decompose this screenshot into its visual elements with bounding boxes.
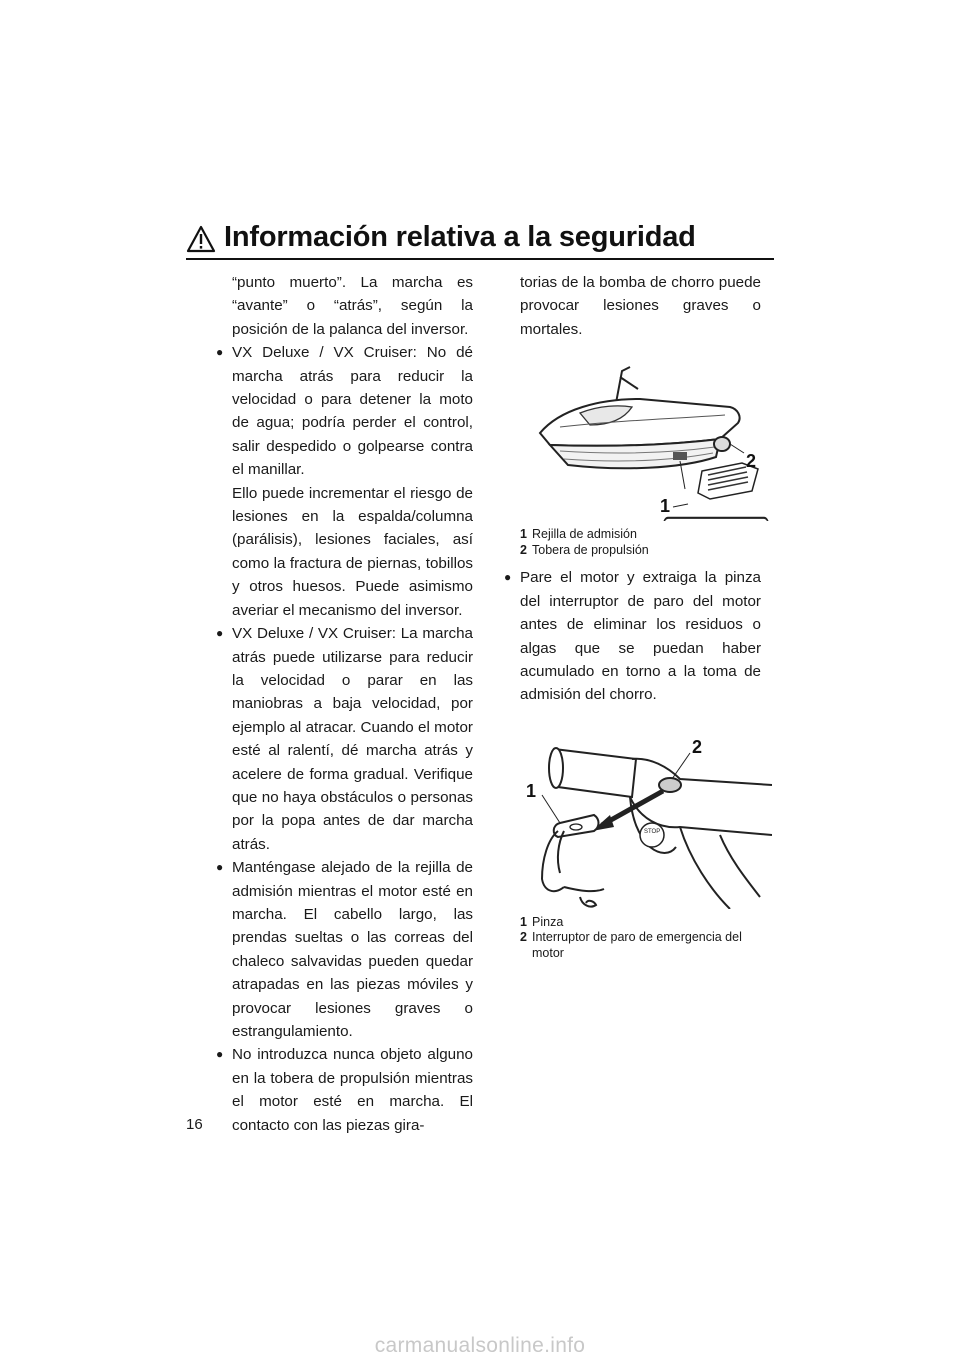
caption-number: 1 — [520, 527, 527, 542]
list-item-text: Manténgase alejado de la rejilla de admisión mientras el motor esté en marcha. El cabello largo, las prendas sueltas o las correas del chaleco salvavidas pueden quedar atrapadas en las piezas móviles y provocar lesiones graves o estrangulamiento. — [232, 859, 473, 1040]
callout-2: 2 — [746, 451, 757, 472]
caption-number: 1 — [520, 914, 527, 929]
intro-paragraph: “punto muerto”. La marcha es “avante” o “atrás”, según la posición de la palanca del inversor. — [232, 274, 473, 338]
left-column — [215, 271, 473, 1137]
watercraft-illustration — [520, 349, 770, 521]
caption-text: Tobera de propulsión — [532, 542, 649, 557]
page-title: Información relativa a la seguridad — [224, 221, 696, 253]
page-header — [186, 221, 776, 261]
list-item — [215, 856, 473, 1043]
callout-1: 1 — [660, 496, 671, 517]
stop-label: STOP — [644, 828, 661, 835]
list-item — [215, 622, 473, 856]
list-item-text: VX Deluxe / VX Cruiser: La marcha atrás puede utilizarse para reducir la velocidad o parar en las maniobras a baja velocidad, por ejemplo al atracar. Cuando el motor esté al ralentí, dé marcha atrás y acelere de forma gradual. Verifique que no haya obstáculos o personas por la popa antes de dar marcha atrás. — [232, 625, 473, 853]
bullet-icon: ● — [216, 1047, 224, 1062]
watercraft-figure — [520, 349, 770, 521]
bullet-icon: ● — [216, 345, 224, 360]
warning-triangle-icon — [186, 225, 216, 253]
list-item-text: VX Deluxe / VX Cruiser: No dé marcha atrás para reducir la velocidad o para detener la moto de agua; podría perder el control, salir despedido o golpearse contra el manillar. — [232, 344, 473, 479]
right-column — [503, 271, 761, 962]
caption-number: 2 — [520, 930, 527, 945]
list-item-text: No introduzca nunca objeto alguno en la tobera de propulsión mientras el motor esté en marcha. El contacto con las piezas gira- — [232, 1046, 473, 1134]
engine-stop-switch-figure — [520, 719, 772, 909]
figure-2-caption — [520, 915, 761, 962]
bullet-icon: ● — [216, 626, 224, 641]
caption-text: Rejilla de admisión — [532, 527, 637, 542]
header-rule — [186, 258, 774, 260]
list-item — [503, 566, 761, 706]
caption-text: Interruptor de paro de emergencia del motor — [532, 930, 742, 961]
bullet-icon: ● — [216, 860, 224, 875]
page-number: 16 — [186, 1116, 203, 1133]
caption-row — [520, 527, 761, 543]
callout-2: 2 — [692, 736, 703, 757]
caption-number: 2 — [520, 542, 527, 557]
callout-1: 1 — [526, 780, 537, 801]
handlebar-illustration — [520, 719, 772, 909]
list-item — [215, 1043, 473, 1137]
bullet-icon: ● — [504, 570, 512, 585]
caption-row — [520, 915, 761, 931]
list-item-continuation: Ello puede incrementar el riesgo de lesiones en la espalda/columna (parálisis), lesiones faciales, así como la fractura de piernas, tobillos y otros huesos. Puede asimismo averiar el mecanismo del inversor. — [232, 484, 473, 619]
continuation-paragraph: torias de la bomba de chorro puede provocar lesiones graves o mortales. — [520, 274, 761, 338]
watermark: carmanualsonline.info — [374, 1334, 586, 1357]
list-item-text: Pare el motor y extraiga la pinza del interruptor de paro del motor antes de eliminar los residuos o algas que se puedan haber acumulado en torno a la toma de admisión del chorro. — [520, 569, 761, 704]
list-item — [215, 341, 473, 481]
caption-row — [520, 930, 761, 961]
caption-text: Pinza — [532, 914, 564, 929]
caption-row — [520, 543, 761, 559]
figure-1-caption — [520, 527, 761, 558]
